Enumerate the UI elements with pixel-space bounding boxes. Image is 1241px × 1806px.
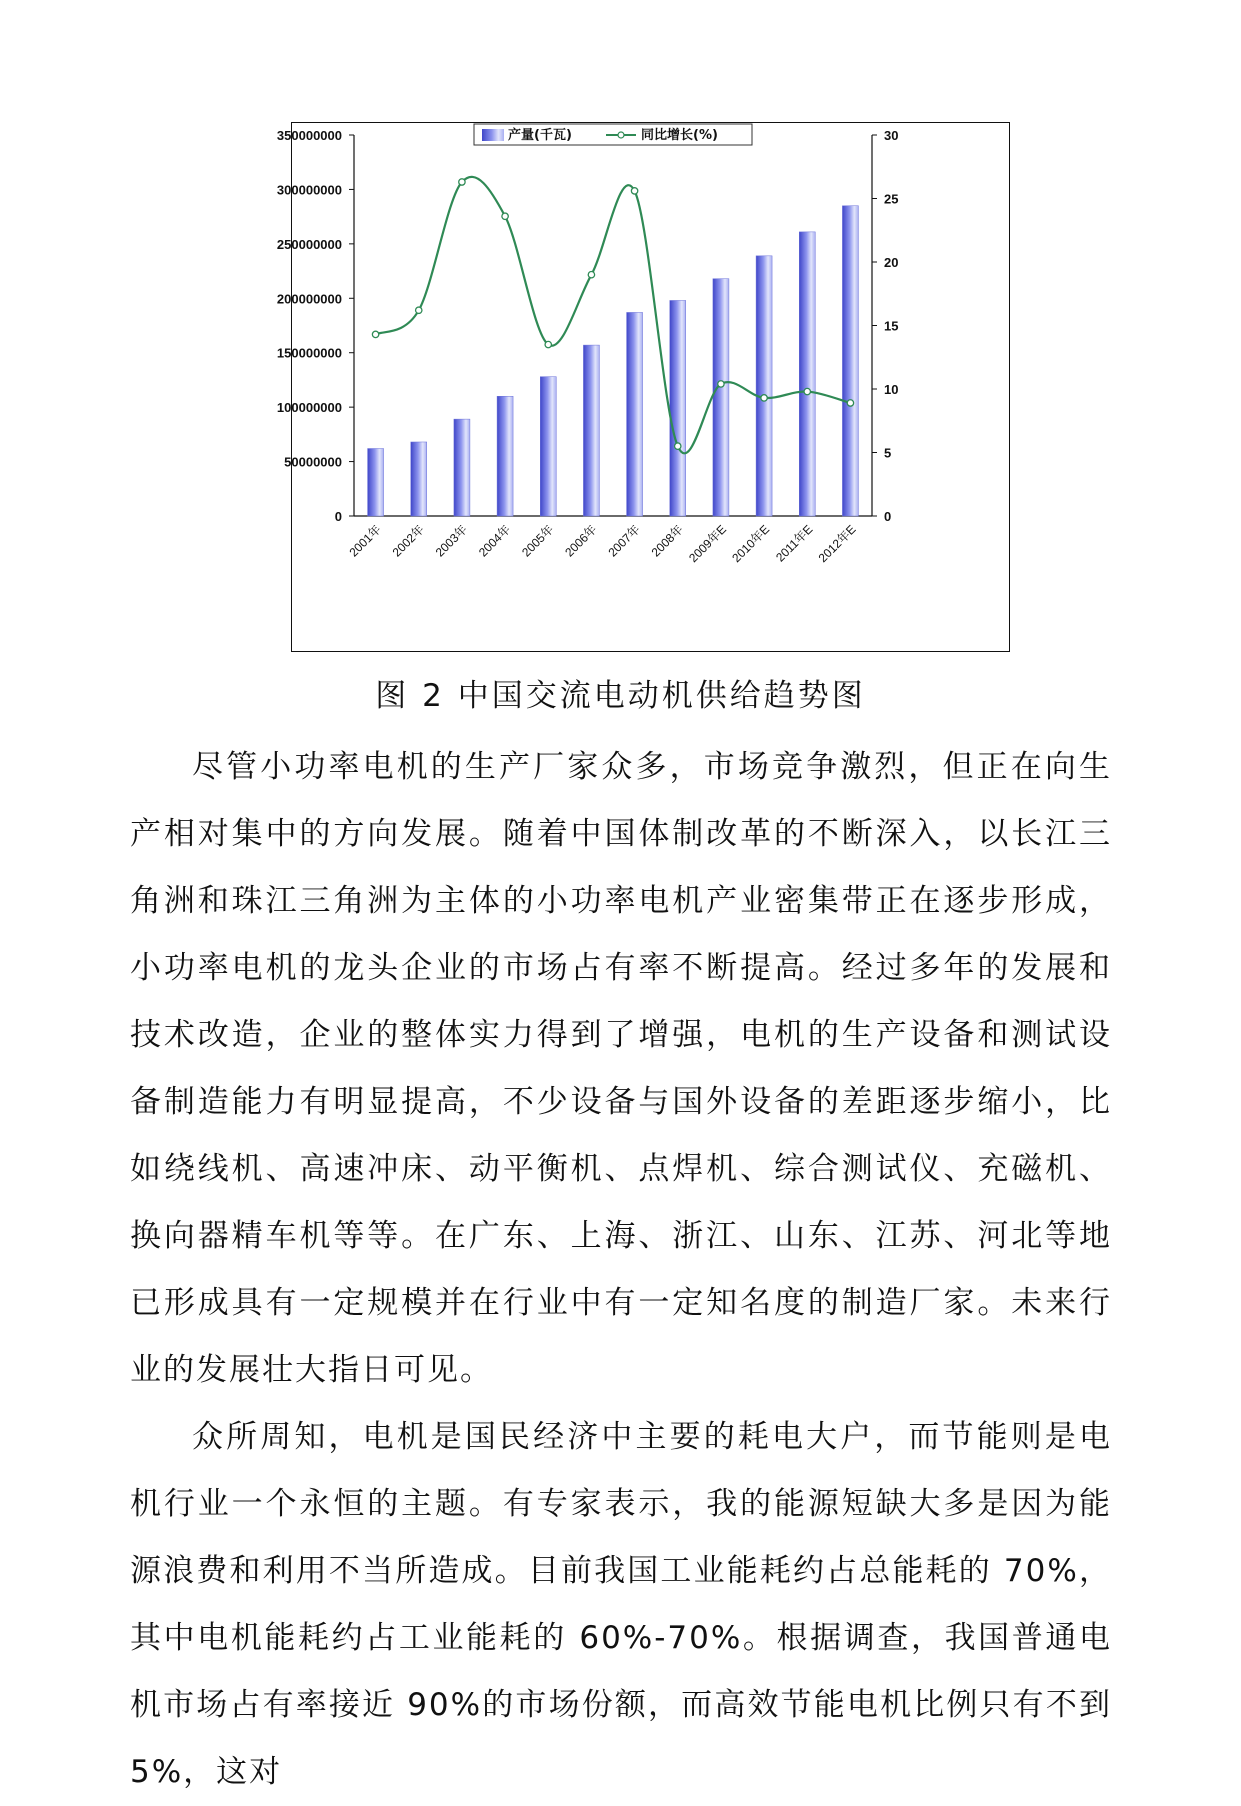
x-tick-label: 2006年 xyxy=(562,522,600,560)
y-right-tick-label: 20 xyxy=(884,255,899,270)
y-right-tick-label: 0 xyxy=(884,509,892,524)
bar xyxy=(842,206,858,516)
growth-point xyxy=(372,331,378,337)
bar xyxy=(540,377,556,516)
y-left-tick-label: 100000000 xyxy=(276,400,342,416)
legend-bar-swatch xyxy=(482,129,504,141)
growth-point xyxy=(545,341,551,347)
bar xyxy=(454,419,470,516)
x-tick-label: 2004年 xyxy=(475,522,514,560)
y-left-tick-label: 0 xyxy=(334,509,342,524)
bar xyxy=(799,232,815,516)
figure-caption: 图 2 中国交流电动机供给趋势图 xyxy=(375,678,866,714)
x-tick-label: 2007年 xyxy=(605,522,643,560)
y-left-tick-label: 350000000 xyxy=(276,128,342,143)
legend-line-label: 同比增长(%) xyxy=(641,128,718,143)
growth-line xyxy=(376,177,851,453)
y-right-tick-label: 25 xyxy=(884,191,899,207)
chart-frame xyxy=(276,122,1010,652)
x-tick-label: 2003年 xyxy=(432,522,471,560)
bar xyxy=(411,442,427,516)
paragraph-2: 众所周知，电机是国民经济中主要的耗电大户，而节能则是电机行业一个永恒的主题。有专家表示，我的能源短缺大多是因为能源浪费和利用不当所造成。目前我国工业能耗约占总能耗的 70%，其中电机能耗约占工业能耗的 60%-70%。根据调查，我国普通电机市场占有率接近 90%的市场份额，而高效节能电机比例只有不到 5%，这对 xyxy=(130,1419,1112,1790)
bar xyxy=(627,312,643,516)
bar xyxy=(583,345,599,516)
x-tick-label: 2001年 xyxy=(346,522,384,560)
y-left-tick-label: 300000000 xyxy=(276,182,342,198)
x-tick-label: 2010年E xyxy=(729,522,773,566)
plot-area xyxy=(277,128,899,565)
legend-bar-label: 产量(千瓦) xyxy=(508,128,572,143)
growth-point xyxy=(847,400,853,406)
growth-point xyxy=(416,307,422,313)
growth-point xyxy=(459,179,465,185)
y-left-tick-label: 150000000 xyxy=(276,345,342,361)
paragraph-1: 尽管小功率电机的生产厂家众多，市场竞争激烈，但正在向生产相对集中的方向发展。随着中国体制改革的不断深入，以长江三角洲和珠江三角洲为主体的小功率电机产业密集带正在逐步形成，小功率电机的龙头企业的市场占有率不断提高。经过多年的发展和技术改造，企业的整体实力得到了增强，电机的生产设备和测试设备制造能力有明显提高，不少设备与国外设备的差距逐步缩小，比如绕线机、高速冲床、动平衡机、点焊机、综合测试仪、充磁机、换向器精车机等等。在广东、上海、浙江、山东、江苏、河北等地已形成具有一定规模并在行业中有一定知名度的制造厂家。未来行业的发展壮大指日可见。 xyxy=(130,749,1112,1388)
x-tick-label: 2009年E xyxy=(686,522,730,566)
growth-point xyxy=(718,381,724,387)
x-tick-label: 2005年 xyxy=(519,522,557,560)
y-right-tick-label: 30 xyxy=(884,128,899,143)
growth-point xyxy=(675,443,681,449)
chart-legend xyxy=(474,124,752,145)
x-tick-label: 2002年 xyxy=(389,522,427,560)
growth-point xyxy=(502,213,508,219)
bar xyxy=(713,279,729,516)
y-left-tick-label: 200000000 xyxy=(276,291,342,307)
y-left-tick-label: 50000000 xyxy=(284,454,342,470)
y-right-tick-label: 10 xyxy=(884,382,899,397)
supply-trend-chart xyxy=(276,123,1011,653)
bar xyxy=(497,396,513,516)
body-text xyxy=(130,734,1112,1806)
growth-point xyxy=(804,388,810,394)
y-left-tick-label: 250000000 xyxy=(276,236,342,252)
y-right-tick-label: 15 xyxy=(884,318,899,334)
bar xyxy=(756,256,772,516)
growth-point xyxy=(761,395,767,401)
growth-point xyxy=(588,272,594,278)
bar xyxy=(368,449,384,516)
bar xyxy=(670,300,686,516)
x-tick-label: 2011年E xyxy=(773,522,816,565)
y-right-tick-label: 5 xyxy=(884,445,892,461)
x-tick-label: 2012年E xyxy=(815,522,859,566)
x-tick-label: 2008年 xyxy=(648,522,686,560)
growth-point xyxy=(631,188,637,194)
